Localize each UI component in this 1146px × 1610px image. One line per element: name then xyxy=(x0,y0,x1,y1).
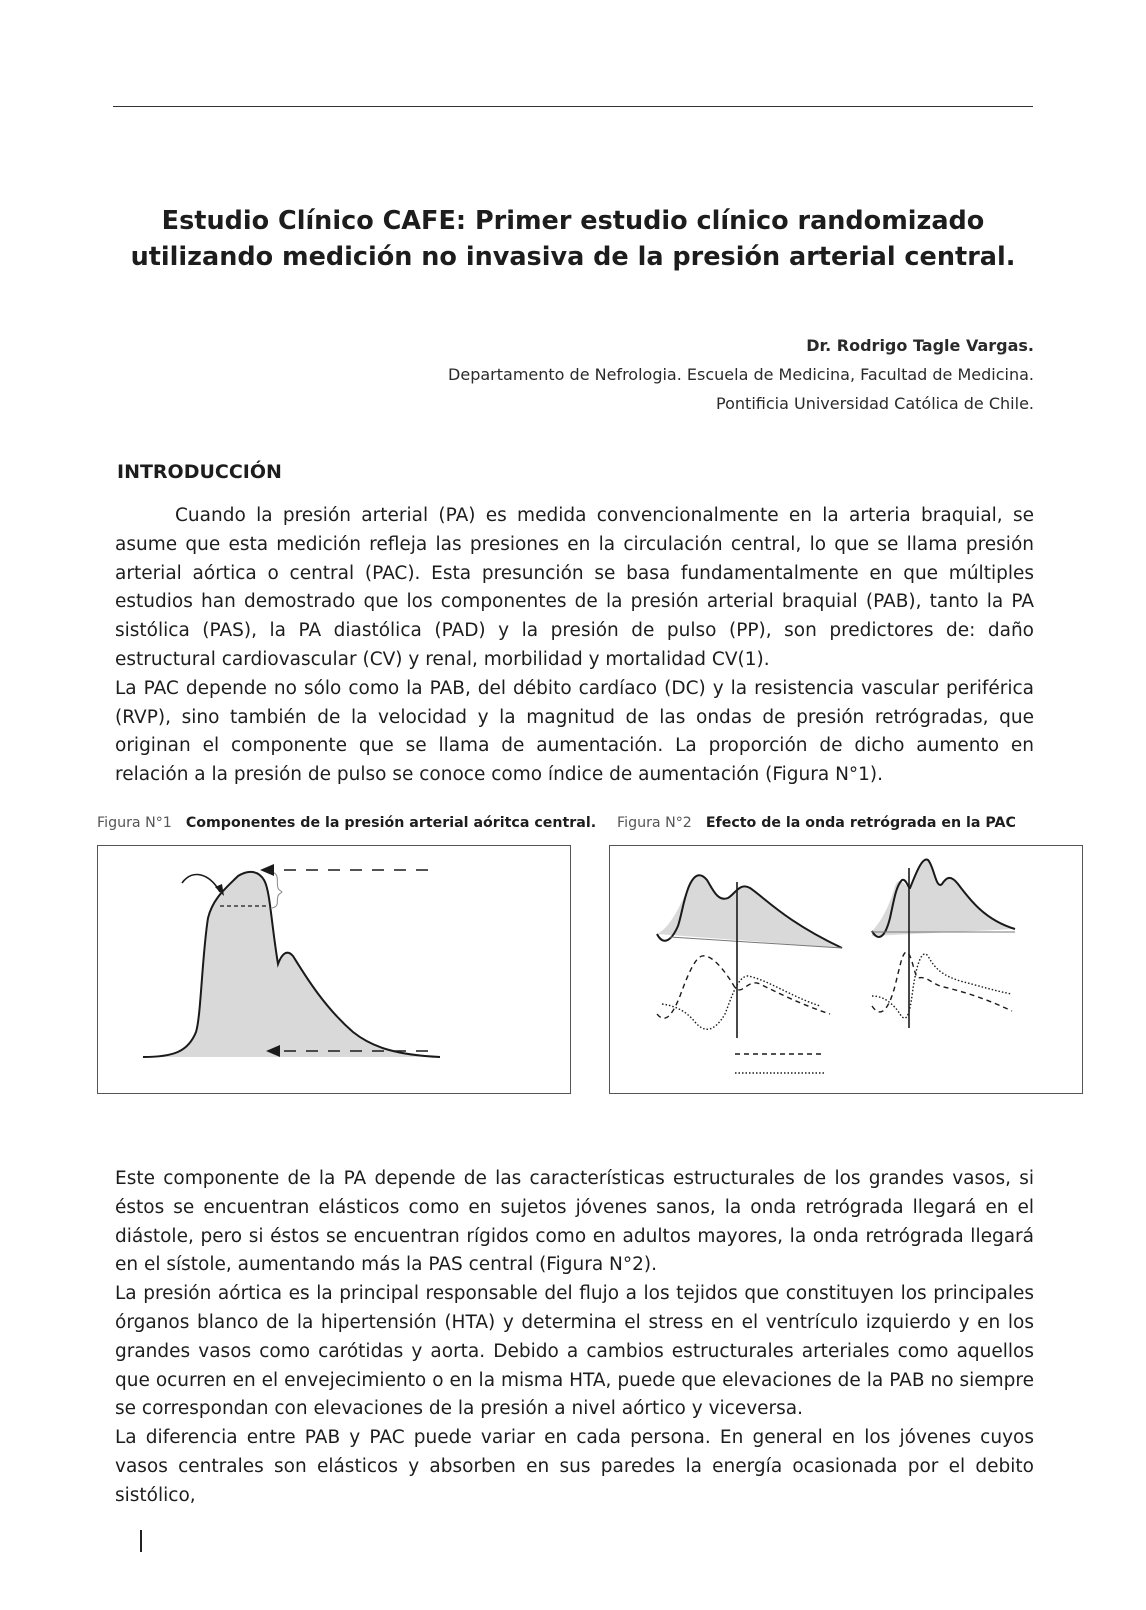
author-name: Dr. Rodrigo Tagle Vargas. xyxy=(806,336,1034,355)
figure-2-title: Efecto de la onda retrógrada en la PAC xyxy=(705,815,1016,831)
intro-text xyxy=(115,502,1034,790)
figure-2-number: Figura N°2 xyxy=(617,815,692,831)
figure-2-caption xyxy=(617,815,1016,831)
young-forward-wave xyxy=(657,956,830,1018)
body-paragraph-5: La diferencia entre PAB y PAC puede variar en cada persona. En general en los jóvenes cuyos vasos centrales son elásticos y absorben en sus paredes la energía ocasionada por el debito sistólico, xyxy=(115,1427,1034,1506)
older-reflected-wave xyxy=(872,954,1012,1018)
young-pressure-fill xyxy=(657,875,842,948)
intro-paragraph-2: La PAC depende no sólo como la PAB, del débito cardíaco (DC) y la resistencia vascular periférica (RVP), sino también de la velocidad y la magnitud de las ondas de presión retrógradas, que originan el componente que se llama de aumentación. La proporción de dicho aumento en relación a la presión de pulso se conoce como índice de aumentación (Figura N°1). xyxy=(115,677,1034,786)
incident-wave-arrow xyxy=(182,874,220,892)
intro-paragraph-1: Cuando la presión arterial (PA) es medida convencionalmente en la arteria braquial, se asume que esta medición refleja las presiones en la circulación central, lo que se llama presión arterial aórtica o central (PAC). Esta presunción se basa fundamentalmente en que múltiples estudios han demostrado que los componentes de la presión arterial braquial (PAB), tanto la PA sistólica (PAS), la PA diastólica (PAD) y la presión de pulso (PP), son predictores de: daño estructural cardiovascular (CV) y renal, morbilidad y mortalidad CV(1). xyxy=(115,505,1034,670)
author-university: Pontificia Universidad Católica de Chile. xyxy=(716,394,1034,413)
author-department: Departamento de Nefrologia. Escuela de Medicina, Facultad de Medicina. xyxy=(448,365,1034,384)
older-forward-wave xyxy=(872,952,1012,1012)
figure-1-caption xyxy=(97,815,596,831)
augmentation-brace xyxy=(272,872,282,908)
figure-1-aortic-pressure-diagram xyxy=(97,845,571,1094)
header-rule xyxy=(113,106,1033,107)
section-heading-introduccion: INTRODUCCIÓN xyxy=(117,461,282,483)
page-margin-mark xyxy=(140,1530,142,1552)
systolic-peak-arrowhead xyxy=(260,864,274,876)
body-text-continued xyxy=(115,1165,1034,1511)
figure-1-number: Figura N°1 xyxy=(97,815,172,831)
figure-1-title: Componentes de la presión arterial aóritca central. xyxy=(185,815,597,831)
aortic-waveform-fill xyxy=(143,872,440,1057)
young-reflected-wave xyxy=(662,976,820,1029)
body-paragraph-4: La presión aórtica es la principal responsable del flujo a los tejidos que constituyen los principales órganos blanco de la hipertensión (HTA) y determina el stress en el ventrículo izquierdo y en los grandes vasos como carótidas y aorta. Debido a cambios estructurales arteriales como aquellos que ocurren en el envejecimiento o en la misma HTA, puede que elevaciones de la PAB no siempre se correspondan con elevaciones de la presión a nivel aórtico y viceversa. xyxy=(115,1283,1034,1420)
article-title: Estudio Clínico CAFE: Primer estudio clínico randomizado utilizando medición no invasiva de la presión arterial central. xyxy=(130,206,1016,272)
figure-2-reflected-wave-diagram xyxy=(609,845,1083,1094)
body-paragraph-3: Este componente de la PA depende de las características estructurales de los grandes vasos, si éstos se encuentran elásticos como en sujetos jóvenes sanos, la onda retrógrada llegará en el diástole, pero si éstos se encuentran rígidos como en adultos mayores, la onda retrógrada llegará en el sístole, aumentando más la PAS central (Figura N°2). xyxy=(115,1168,1034,1276)
